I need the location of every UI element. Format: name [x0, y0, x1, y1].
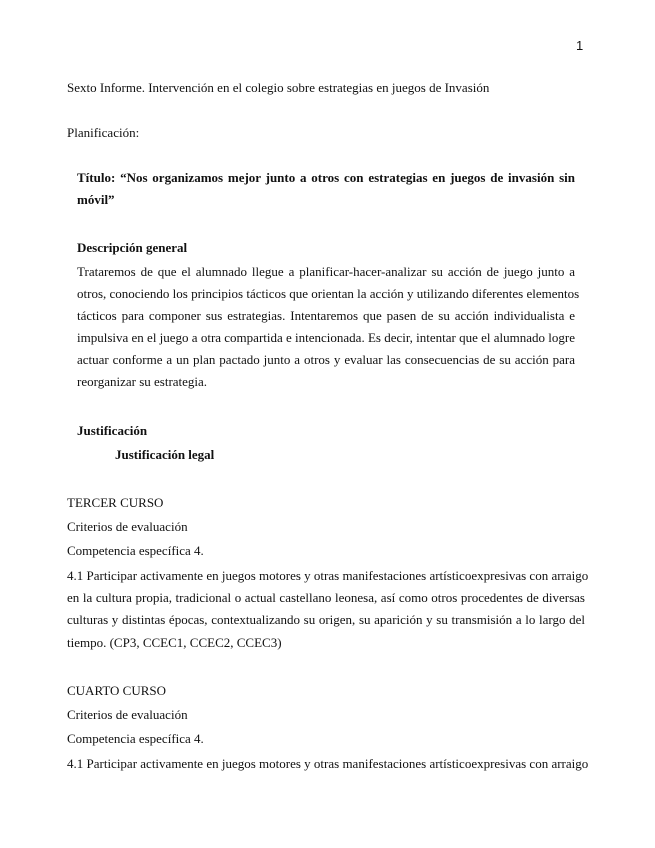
tercer-curso-heading: TERCER CURSO: [67, 495, 164, 510]
descripcion-line: reorganizar su estrategia.: [77, 374, 208, 389]
descripcion-line: impulsiva en el juego a otra compartida e intencionada. Es decir, intentar que el alumnado logre: [77, 330, 575, 345]
justificacion-heading: Justificación: [77, 423, 148, 438]
justificacion-legal-heading: Justificación legal: [115, 447, 215, 462]
descripcion-line: Trataremos de que el alumnado llegue a planificar-hacer-analizar su acción de juego junto a: [77, 264, 575, 279]
tercer-criterion-line: culturas y distintas épocas, contextualizando su origen, su aparición y su transmisión a lo largo del: [67, 612, 585, 627]
descripcion-line: actuar conforme a un plan pactado junto a otros y evaluar las consecuencias de su acción para: [77, 352, 575, 367]
tercer-criterion-line: en la cultura propia, tradicional o actual castellano leonesa, así como otros procedentes de diversas: [67, 590, 585, 605]
descripcion-line: otros, conociendo los principios tácticos que orientan la acción y utilizando diferentes elementos: [77, 286, 580, 301]
tercer-criterion-line: tiempo. (CP3, CCEC1, CCEC2, CCEC3): [67, 635, 282, 650]
descripcion-heading: Descripción general: [77, 240, 188, 255]
descripcion-line: tácticos para componer sus estrategias. Intentaremos que pasen de su acción individualista e: [77, 308, 575, 323]
tercer-criterios: Criterios de evaluación: [67, 519, 188, 534]
title-line-2: móvil”: [77, 192, 115, 207]
cuarto-competencia: Competencia específica 4.: [67, 731, 204, 746]
cuarto-criterion-line: 4.1 Participar activamente en juegos motores y otras manifestaciones artísticoexpresivas con arraigo: [67, 756, 589, 771]
cuarto-criterios: Criterios de evaluación: [67, 707, 188, 722]
title-line-1: Título: “Nos organizamos mejor junto a otros con estrategias en juegos de invasión sin: [77, 170, 575, 185]
tercer-competencia: Competencia específica 4.: [67, 543, 204, 558]
page-number: 1: [576, 38, 584, 53]
report-header: Sexto Informe. Intervención en el colegio sobre estrategias en juegos de Invasión: [67, 80, 490, 95]
cuarto-curso-heading: CUARTO CURSO: [67, 683, 167, 698]
planificacion-label: Planificación:: [67, 125, 140, 140]
tercer-criterion-line: 4.1 Participar activamente en juegos motores y otras manifestaciones artísticoexpresivas con arraigo: [67, 568, 589, 583]
